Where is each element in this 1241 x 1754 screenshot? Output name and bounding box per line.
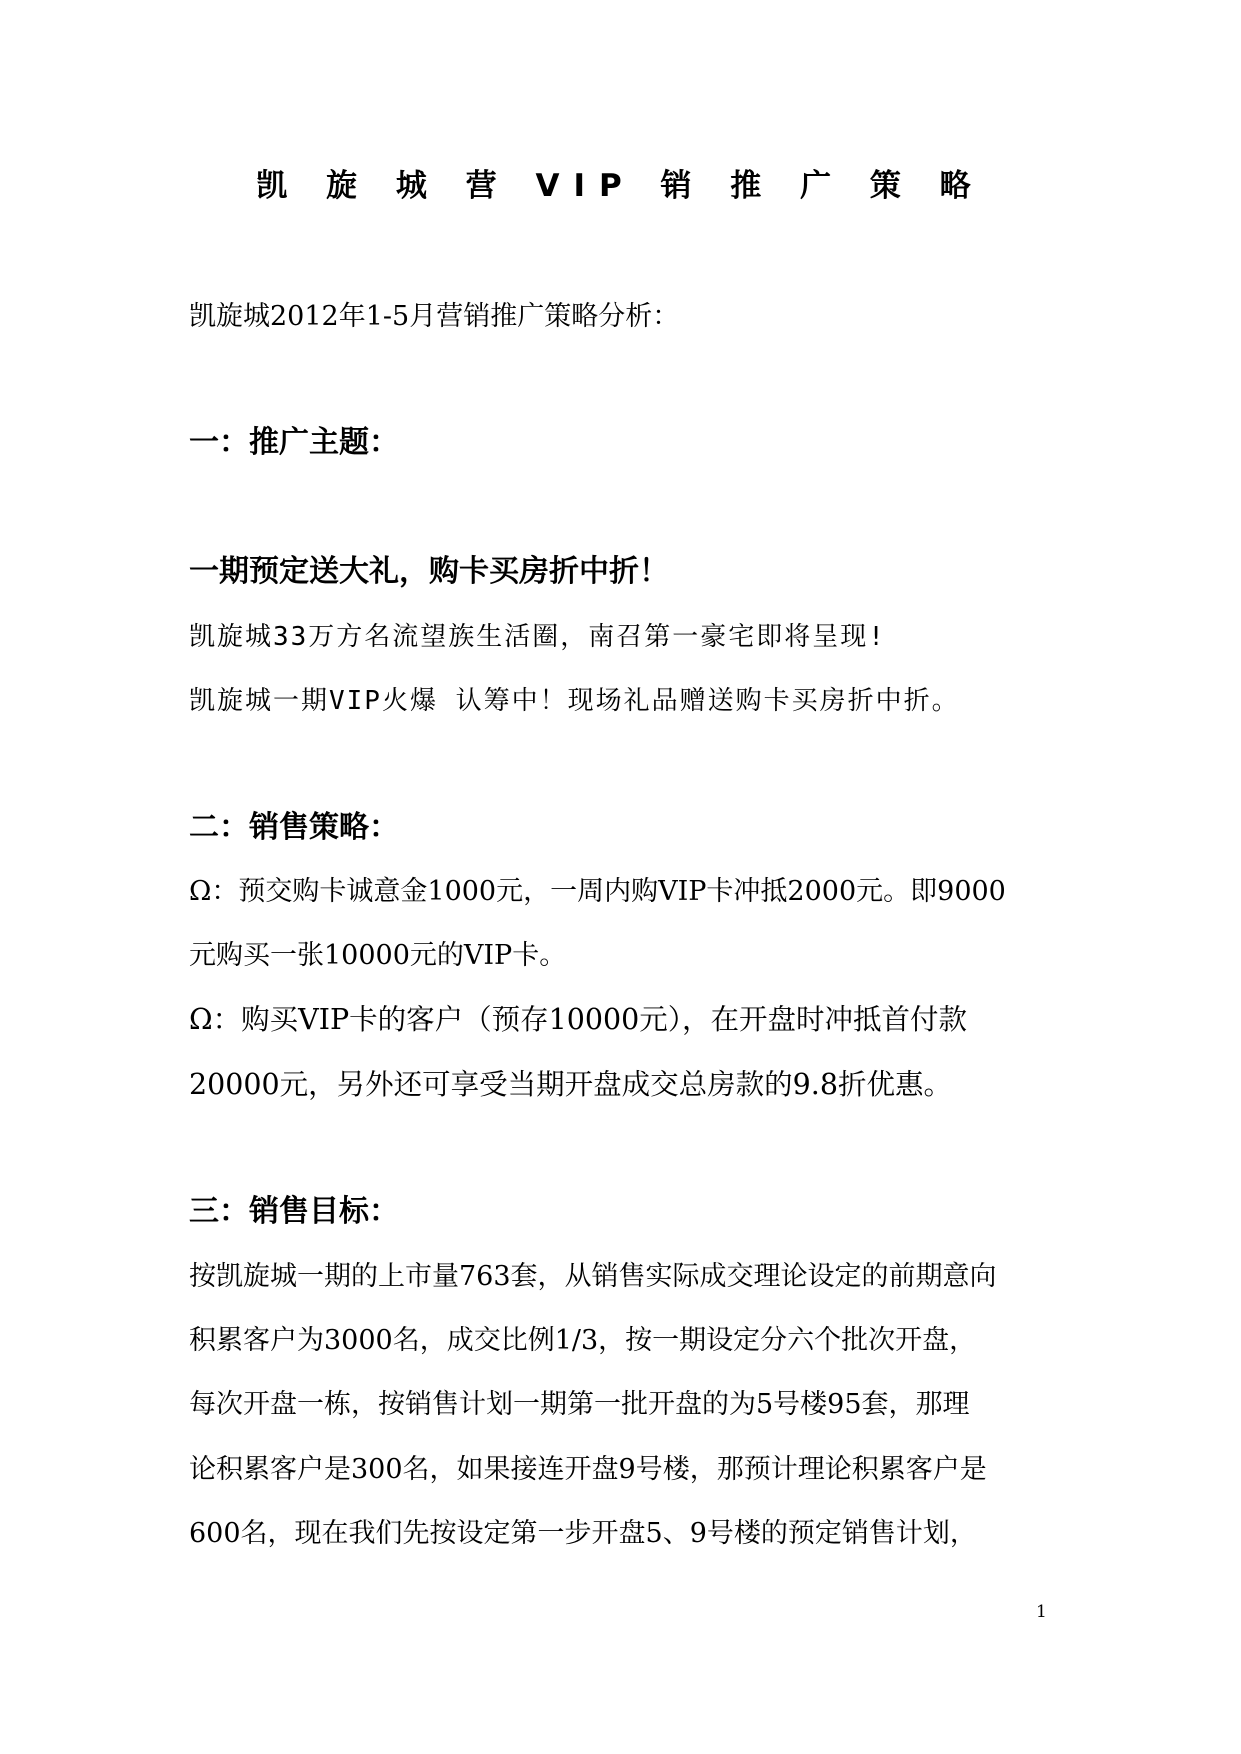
section-3-line-2: 积累客户为3000名，成交比例1/3，按一期设定分六个批次开盘，	[189, 1325, 977, 1356]
section-2-heading: 二：销售策略：	[189, 810, 399, 845]
section-3-line-4: 论积累客户是300名，如果接连开盘9号楼，那预计理论积累客户是	[189, 1454, 987, 1485]
section-3-line-3: 每次开盘一栋，按销售计划一期第一批开盘的为5号楼95套，那理	[189, 1389, 970, 1420]
section-2-line-4: 20000元，另外还可享受当期开盘成交总房款的9.8折优惠。	[189, 1068, 952, 1101]
section-2-line-2: 元购买一张10000元的VIP卡。	[189, 940, 567, 971]
section-3-heading: 三：销售目标：	[189, 1194, 399, 1229]
intro-text: 凯旋城2012年1-5月营销推广策略分析：	[189, 301, 680, 332]
section-2-line-1: Ω：预交购卡诚意金1000元，一周内购VIP卡冲抵2000元。即9000	[189, 876, 1006, 907]
document-title: 凯 旋 城 营 VIP 销 推 广 策 略	[256, 168, 985, 204]
page-number: 1	[1036, 1602, 1047, 1622]
section-1-line-2: 凯旋城一期VIP火爆 认筹中！现场礼品赠送购卡买房折中折。	[189, 686, 960, 716]
section-2-line-3: Ω：购买VIP卡的客户（预存10000元），在开盘时冲抵首付款	[189, 1003, 968, 1036]
section-1-line-1: 凯旋城33万方名流望族生活圈，南召第一豪宅即将呈现!	[189, 622, 886, 652]
section-3-line-1: 按凯旋城一期的上市量763套，从销售实际成交理论设定的前期意向	[189, 1261, 997, 1292]
section-3-line-5: 600名，现在我们先按设定第一步开盘5、9号楼的预定销售计划，	[189, 1518, 977, 1549]
section-1-slogan: 一期预定送大礼，购卡买房折中折！	[189, 554, 669, 589]
section-1-heading: 一：推广主题：	[189, 425, 399, 460]
